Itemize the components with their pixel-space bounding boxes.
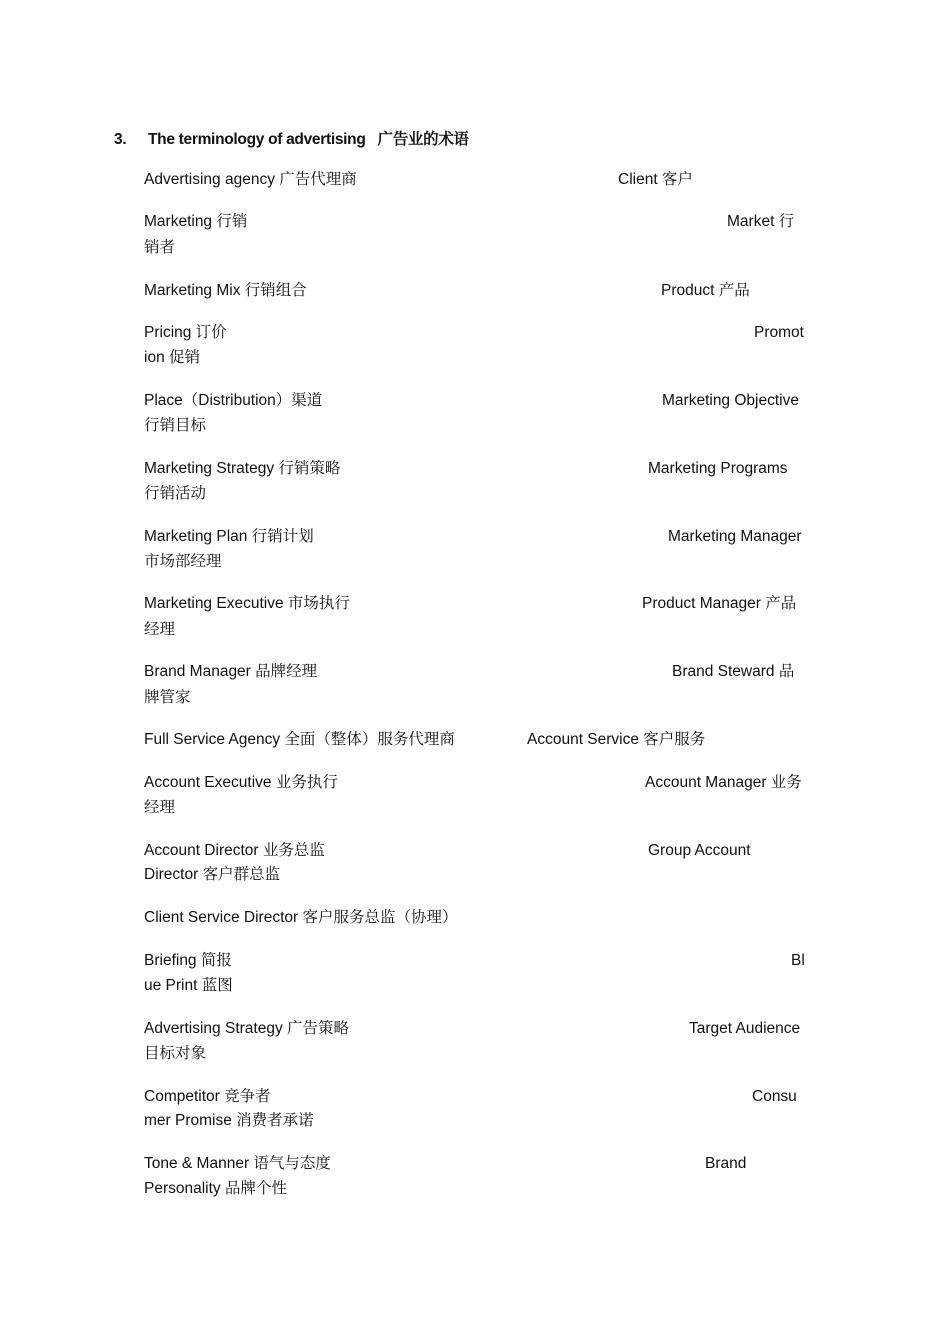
term-line: Brand Manager 品牌经理 — [144, 663, 318, 680]
term-line: Market 行 — [727, 213, 795, 230]
term-line: Target Audience — [689, 1020, 801, 1037]
term-line: 销者 — [144, 239, 176, 256]
term-line: Marketing Executive 市场执行 — [144, 595, 350, 612]
term-line: Product Manager 产品 — [642, 595, 797, 612]
term-line: Advertising Strategy 广告策略 — [144, 1020, 350, 1037]
term-line: Group Account — [648, 842, 751, 859]
section-title: The terminology of advertising 广告业的术语 — [148, 131, 469, 148]
term-line: Tone & Manner 语气与态度 — [144, 1155, 331, 1172]
term-line: 市场部经理 — [144, 553, 222, 570]
term-line: Pricing 订价 — [144, 324, 227, 341]
term-line: Marketing Strategy 行销策略 — [144, 460, 341, 477]
term-line: 行销活动 — [144, 485, 207, 502]
term-line: mer Promise 消费者承诺 — [144, 1112, 314, 1129]
term-line: Product 产品 — [661, 282, 750, 299]
term-line: ue Print 蓝图 — [144, 977, 233, 994]
term-line: Consu — [752, 1088, 797, 1105]
term-line: Marketing Mix 行销组合 — [144, 282, 307, 299]
term-line: 行销目标 — [144, 417, 207, 434]
term-line: Marketing Manager — [668, 528, 802, 545]
term-line: Marketing Plan 行销计划 — [144, 528, 314, 545]
term-line: Place（Distribution）渠道 — [144, 392, 323, 409]
term-line: 目标对象 — [144, 1045, 207, 1062]
term-line: Brand — [705, 1155, 747, 1172]
term-line: 经理 — [144, 621, 176, 638]
term-line: Briefing 简报 — [144, 952, 232, 969]
term-line: Marketing 行销 — [144, 213, 248, 230]
term-line: Advertising agency 广告代理商 — [144, 171, 357, 188]
term-line: Account Service 客户服务 — [527, 731, 706, 748]
term-line: Marketing Programs — [648, 460, 788, 477]
term-line: Personality 品牌个性 — [144, 1180, 287, 1197]
term-line: Competitor 竞争者 — [144, 1088, 271, 1105]
term-line: Brand Steward 品 — [672, 663, 795, 680]
term-line: Account Director 业务总监 — [144, 842, 325, 859]
term-line: Bl — [791, 952, 805, 969]
term-line: Account Manager 业务 — [645, 774, 802, 791]
term-line: Client Service Director 客户服务总监（协理） — [144, 909, 458, 926]
section-number: 3. — [114, 131, 127, 148]
term-line: Marketing Objective — [662, 392, 799, 409]
term-line: Client 客户 — [618, 171, 693, 188]
section-heading — [114, 127, 469, 149]
term-line: Director 客户群总监 — [144, 866, 281, 883]
term-line: 牌管家 — [144, 689, 191, 706]
term-line: 经理 — [144, 799, 176, 816]
term-line: Account Executive 业务执行 — [144, 774, 338, 791]
term-line: ion 促销 — [144, 349, 200, 366]
term-line: Promot — [754, 324, 804, 341]
term-line: Full Service Agency 全面（整体）服务代理商 — [144, 731, 455, 748]
